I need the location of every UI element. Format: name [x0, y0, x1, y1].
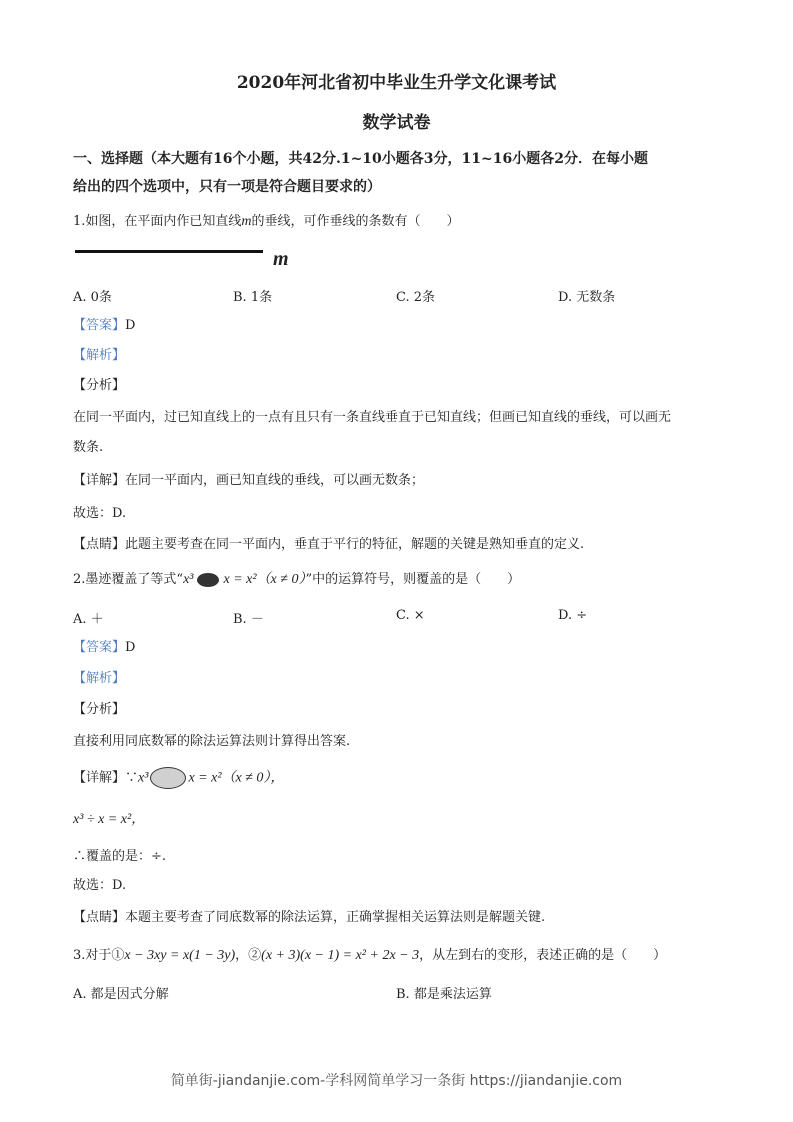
q1-analysis-cont: 数条. — [73, 440, 104, 455]
q2-choose: 故选：D. — [73, 878, 127, 893]
q2-stem — [73, 571, 520, 589]
q2-stem-b: ”中的运算符号，则覆盖的是（ ） — [305, 572, 521, 587]
q2-detail-b: x = x²（x ≠ 0）， — [188, 770, 285, 786]
q1-choose: 故选：D. — [73, 506, 127, 521]
q1-var: m — [241, 214, 252, 229]
q2-detail — [73, 767, 284, 789]
q2-analysis: 直接利用同底数幂的除法运算法则计算得出答案. — [73, 734, 351, 749]
q2-stem-a: 2.墨迹覆盖了等式“ — [73, 572, 184, 587]
q2-conclusion: ∴覆盖的是：÷. — [73, 849, 167, 864]
ink-blot-icon — [197, 573, 219, 587]
q1-option-a: A. 0条 — [73, 290, 112, 305]
q1-jiexi: 【解析】 — [73, 348, 126, 363]
q1-option-b: B. 1条 — [233, 290, 273, 305]
exam-title: 2020年河北省初中毕业生升学文化课考试 — [236, 73, 557, 93]
section-heading-cont: 给出的四个选项中，只有一项是符合题目要求的） — [73, 179, 381, 195]
q3-stem — [73, 947, 666, 965]
q1-stem-a: 1.如图，在平面内作已知直线 — [73, 214, 242, 229]
q2-detail-a: x³ — [138, 770, 149, 786]
section-heading: 一、选择题（本大题有16个小题，共42分.1~10小题各3分，11~16小题各2分．在每小题 — [73, 151, 648, 167]
q2-answer — [73, 639, 135, 657]
footer-watermark: 简单街-jiandanjie.com-学科网简单学习一条街 https://jiandanjie.com — [170, 1073, 623, 1089]
q1-option-c: C. 2条 — [396, 290, 436, 305]
q2-fenxi: 【分析】 — [73, 702, 126, 717]
q3-expr2: (x + 3)(x − 1) = x² + 2x − 3 — [261, 948, 420, 963]
q1-analysis: 在同一平面内，过已知直线上的一点有且只有一条直线垂直于已知直线；但画已知直线的垂线，可以画无 — [73, 410, 672, 425]
q2-jiexi: 【解析】 — [73, 671, 126, 686]
q2-option-d: D. ÷ — [558, 608, 588, 623]
q3-stem-a: 3.对于① — [73, 948, 125, 963]
q2-comment: 【点睛】本题主要考查了同底数幂的除法运算，正确掌握相关运算法则是解题关键. — [73, 910, 546, 925]
q2-expr-a: x³ — [183, 572, 194, 587]
q1-fenxi: 【分析】 — [73, 378, 126, 393]
exam-subtitle: 数学试卷 — [362, 113, 431, 133]
answer-label: 【答案】 — [73, 318, 126, 333]
q1-stem-b: 的垂线，可作垂线的条数有（ ） — [251, 214, 460, 229]
q2-option-b: B. － — [233, 612, 264, 627]
q3-option-a: A. 都是因式分解 — [73, 987, 169, 1002]
q1-option-d: D. 无数条 — [558, 290, 616, 305]
line-m-label: m — [273, 248, 289, 270]
answer-value: D — [125, 318, 136, 333]
line-m-figure — [75, 250, 263, 253]
q2-option-a: A. ＋ — [73, 612, 104, 627]
q2-option-c: C. × — [396, 608, 425, 623]
q3-mid: ，② — [235, 948, 262, 963]
q1-stem — [73, 213, 460, 231]
q3-stem-b: ，从左到右的变形，表述正确的是（ ） — [419, 948, 667, 963]
q1-comment: 【点睛】此题主要考查在同一平面内，垂直于平行的特征，解题的关键是熟知垂直的定义. — [73, 537, 585, 552]
q2-step: x³ ÷ x = x²， — [73, 812, 146, 827]
q3-expr1: x − 3xy = x(1 − 3y) — [124, 948, 236, 963]
oval-blank-icon — [150, 767, 186, 789]
q2-expr-b: x = x²（x ≠ 0） — [223, 572, 306, 587]
q3-option-b: B. 都是乘法运算 — [396, 987, 492, 1002]
q1-answer — [73, 317, 135, 335]
q1-detail: 【详解】在同一平面内，画已知直线的垂线，可以画无数条； — [73, 473, 425, 488]
answer-value: D — [125, 640, 136, 655]
detail-label: 【详解】∵ — [73, 770, 139, 786]
answer-label: 【答案】 — [73, 640, 126, 655]
